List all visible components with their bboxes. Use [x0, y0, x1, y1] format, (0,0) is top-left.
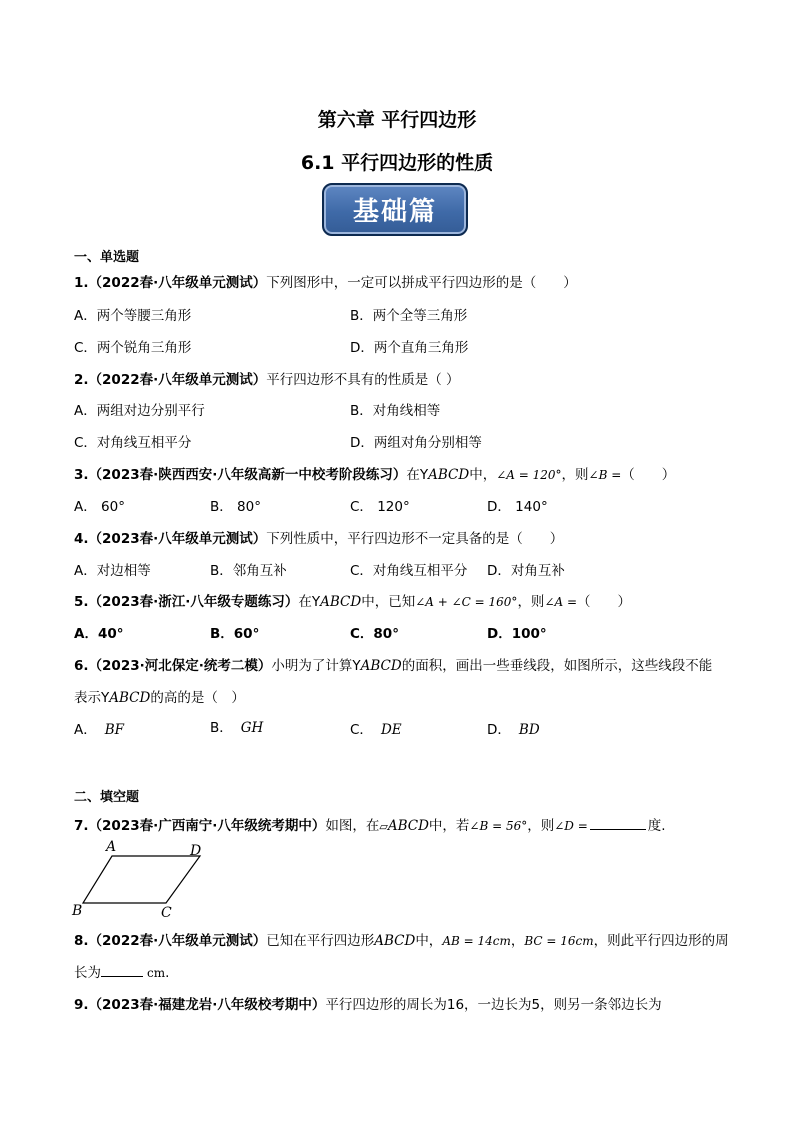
- question-text: ，则: [561, 467, 589, 483]
- parallelogram-symbol: Y: [419, 467, 429, 483]
- q6-option-b: [210, 716, 263, 736]
- answer-blank[interactable]: [590, 829, 646, 830]
- quad-name: ABCD: [428, 467, 470, 483]
- question-text: 中，已知: [361, 594, 416, 610]
- q3-option-c: C． 120°: [350, 499, 410, 515]
- question-text: 下列图形中，一定可以拼成平行四边形的是（ ）: [266, 275, 577, 291]
- question-4: [74, 527, 563, 547]
- question-text: ，: [510, 933, 525, 949]
- option-value: DE: [380, 722, 402, 738]
- question-number: 8.: [74, 933, 89, 949]
- parallelogram-symbol: Y: [311, 594, 321, 610]
- section-title: 6.1 平行四边形的性质: [300, 152, 494, 174]
- q5-option-d: [487, 622, 547, 642]
- vertex-label-b: B: [72, 903, 83, 919]
- question-number: 1.: [74, 275, 89, 291]
- question-number: 4.: [74, 531, 89, 547]
- question-text: ，则: [527, 818, 555, 834]
- angle-expression: ∠B =: [588, 468, 622, 482]
- vertex-label-d: D: [190, 843, 202, 859]
- question-text: 下列性质中，平行四边形不一定具备的是（ ）: [266, 531, 564, 547]
- level-banner: [322, 183, 468, 236]
- question-text: ，则: [517, 594, 545, 610]
- option-label: D．: [487, 722, 511, 738]
- q2-option-d: D．两组对角分别相等: [350, 435, 482, 451]
- question-text: 的高的是（ ）: [150, 690, 245, 706]
- q2-option-b: B．对角线相等: [350, 403, 441, 419]
- question-source: （2023春·福建龙岩·八年级校考期中）: [88, 997, 326, 1013]
- question-6: [74, 654, 712, 674]
- angle-expression: ∠A + ∠C = 160°: [415, 595, 518, 609]
- parallelogram-symbol: ▱: [379, 820, 388, 833]
- question-text: 小明为了计算: [271, 658, 353, 674]
- option-value: GH: [240, 720, 264, 736]
- section-heading-single-choice: 一、单选题: [74, 250, 140, 265]
- question-text: 长为: [74, 965, 101, 981]
- question-source: （2023春·陕西西安·八年级高新一中校考阶段练习）: [88, 467, 407, 483]
- question-text: 在: [406, 467, 420, 483]
- q6-option-d: [487, 718, 540, 738]
- q5-option-a: [74, 622, 124, 642]
- option-label: C．: [350, 722, 373, 738]
- chapter-title: 第六章 平行四边形: [317, 109, 477, 131]
- parallelogram-symbol: Y: [101, 690, 110, 706]
- parallelogram-shape: [83, 856, 200, 903]
- option-text: A．40°: [74, 626, 124, 642]
- length-expression: AB = 14cm: [442, 934, 511, 948]
- option-text: D．100°: [487, 626, 547, 642]
- question-text: （ ）: [577, 594, 632, 610]
- q5-option-b: [210, 622, 259, 642]
- option-label: A．: [74, 722, 97, 738]
- vertex-label-c: C: [161, 905, 172, 921]
- q6-option-a: [74, 718, 124, 738]
- q3-option-b: B． 80°: [210, 499, 261, 515]
- question-source: （2023春·八年级单元测试）: [88, 531, 267, 547]
- question-number: 5.: [74, 594, 89, 610]
- question-number: 9.: [74, 997, 89, 1013]
- option-text: C．80°: [350, 626, 399, 642]
- q1-option-d: D．两个直角三角形: [350, 340, 469, 356]
- question-text: 中，: [469, 467, 497, 483]
- question-source: （2023春·广西南宁·八年级统考期中）: [88, 818, 326, 834]
- question-source: （2022春·八年级单元测试）: [88, 372, 267, 388]
- angle-expression: ∠A =: [544, 595, 578, 609]
- question-8-line-2: [74, 961, 169, 981]
- question-text: 平行四边形不具有的性质是（ ）: [266, 372, 460, 388]
- option-label: B．: [210, 720, 233, 736]
- q4-option-a: A．对边相等: [74, 563, 151, 579]
- question-5: [74, 590, 631, 610]
- banner-label: 基础篇: [352, 197, 437, 227]
- option-value: BD: [518, 722, 540, 738]
- q5-option-c: [350, 622, 399, 642]
- q6-option-c: [350, 718, 402, 738]
- q1-option-c: C．两个锐角三角形: [74, 340, 192, 356]
- q4-option-c: C．对角线互相平分: [350, 563, 468, 579]
- unit-text: cm: [147, 966, 166, 980]
- question-2: [74, 368, 460, 388]
- question-6-line-2: [74, 686, 245, 706]
- option-value: BF: [104, 722, 125, 738]
- question-source: （2022春·八年级单元测试）: [88, 275, 267, 291]
- question-source: （2022春·八年级单元测试）: [88, 933, 267, 949]
- length-expression: BC = 16cm: [524, 934, 594, 948]
- q1-option-a: A．两个等腰三角形: [74, 308, 192, 324]
- question-source: （2023·河北保定·统考二模）: [88, 658, 272, 674]
- q4-option-b: B．邻角互补: [210, 563, 287, 579]
- question-text: 平行四边形的周长为16，一边长为5，则另一条邻边长为: [325, 997, 662, 1013]
- quad-name: ABCD: [374, 933, 416, 949]
- question-text: （ ）: [621, 467, 676, 483]
- angle-expression: ∠A = 120°: [496, 468, 562, 482]
- angle-expression: ∠B = 56°: [469, 819, 528, 833]
- parallelogram-symbol: Y: [352, 658, 361, 674]
- question-7: [74, 814, 666, 834]
- question-number: 6.: [74, 658, 89, 674]
- angle-expression: ∠D =: [554, 819, 588, 833]
- question-text: 如图，在: [325, 818, 380, 834]
- question-text: .: [165, 965, 170, 981]
- question-8: [74, 929, 729, 949]
- question-1: [74, 271, 577, 291]
- question-text: 度.: [647, 818, 666, 834]
- q2-option-c: C．对角线互相平分: [74, 435, 192, 451]
- question-text: 表示: [74, 690, 101, 706]
- quad-name: ABCD: [360, 658, 402, 674]
- question-number: 7.: [74, 818, 89, 834]
- question-number: 2.: [74, 372, 89, 388]
- quad-name: ABCD: [387, 818, 429, 834]
- question-text: ，则此平行四边形的周: [593, 933, 729, 949]
- q3-option-d: D． 140°: [487, 499, 548, 515]
- question-3: [74, 463, 675, 483]
- question-text: 的面积，画出一些垂线段，如图所示，这些线段不能: [401, 658, 713, 674]
- q1-option-b: B．两个全等三角形: [350, 308, 468, 324]
- question-text: 中，: [415, 933, 443, 949]
- q2-option-a: A．两组对边分别平行: [74, 403, 205, 419]
- q3-option-a: A． 60°: [74, 499, 125, 515]
- vertex-label-a: A: [106, 839, 117, 855]
- option-text: B．60°: [210, 626, 260, 642]
- question-number: 3.: [74, 467, 89, 483]
- question-9: [74, 993, 662, 1013]
- quad-name: ABCD: [320, 594, 362, 610]
- parallelogram-figure: [70, 836, 220, 922]
- answer-blank[interactable]: [101, 976, 143, 977]
- question-source: （2023春·浙江·八年级专题练习）: [88, 594, 299, 610]
- quad-name: ABCD: [109, 690, 151, 706]
- question-text: 中，若: [428, 818, 470, 834]
- question-text: 在: [298, 594, 312, 610]
- q4-option-d: D．对角互补: [487, 563, 565, 579]
- section-heading-fill-in: 二、填空题: [74, 790, 140, 805]
- question-text: 已知在平行四边形: [266, 933, 375, 949]
